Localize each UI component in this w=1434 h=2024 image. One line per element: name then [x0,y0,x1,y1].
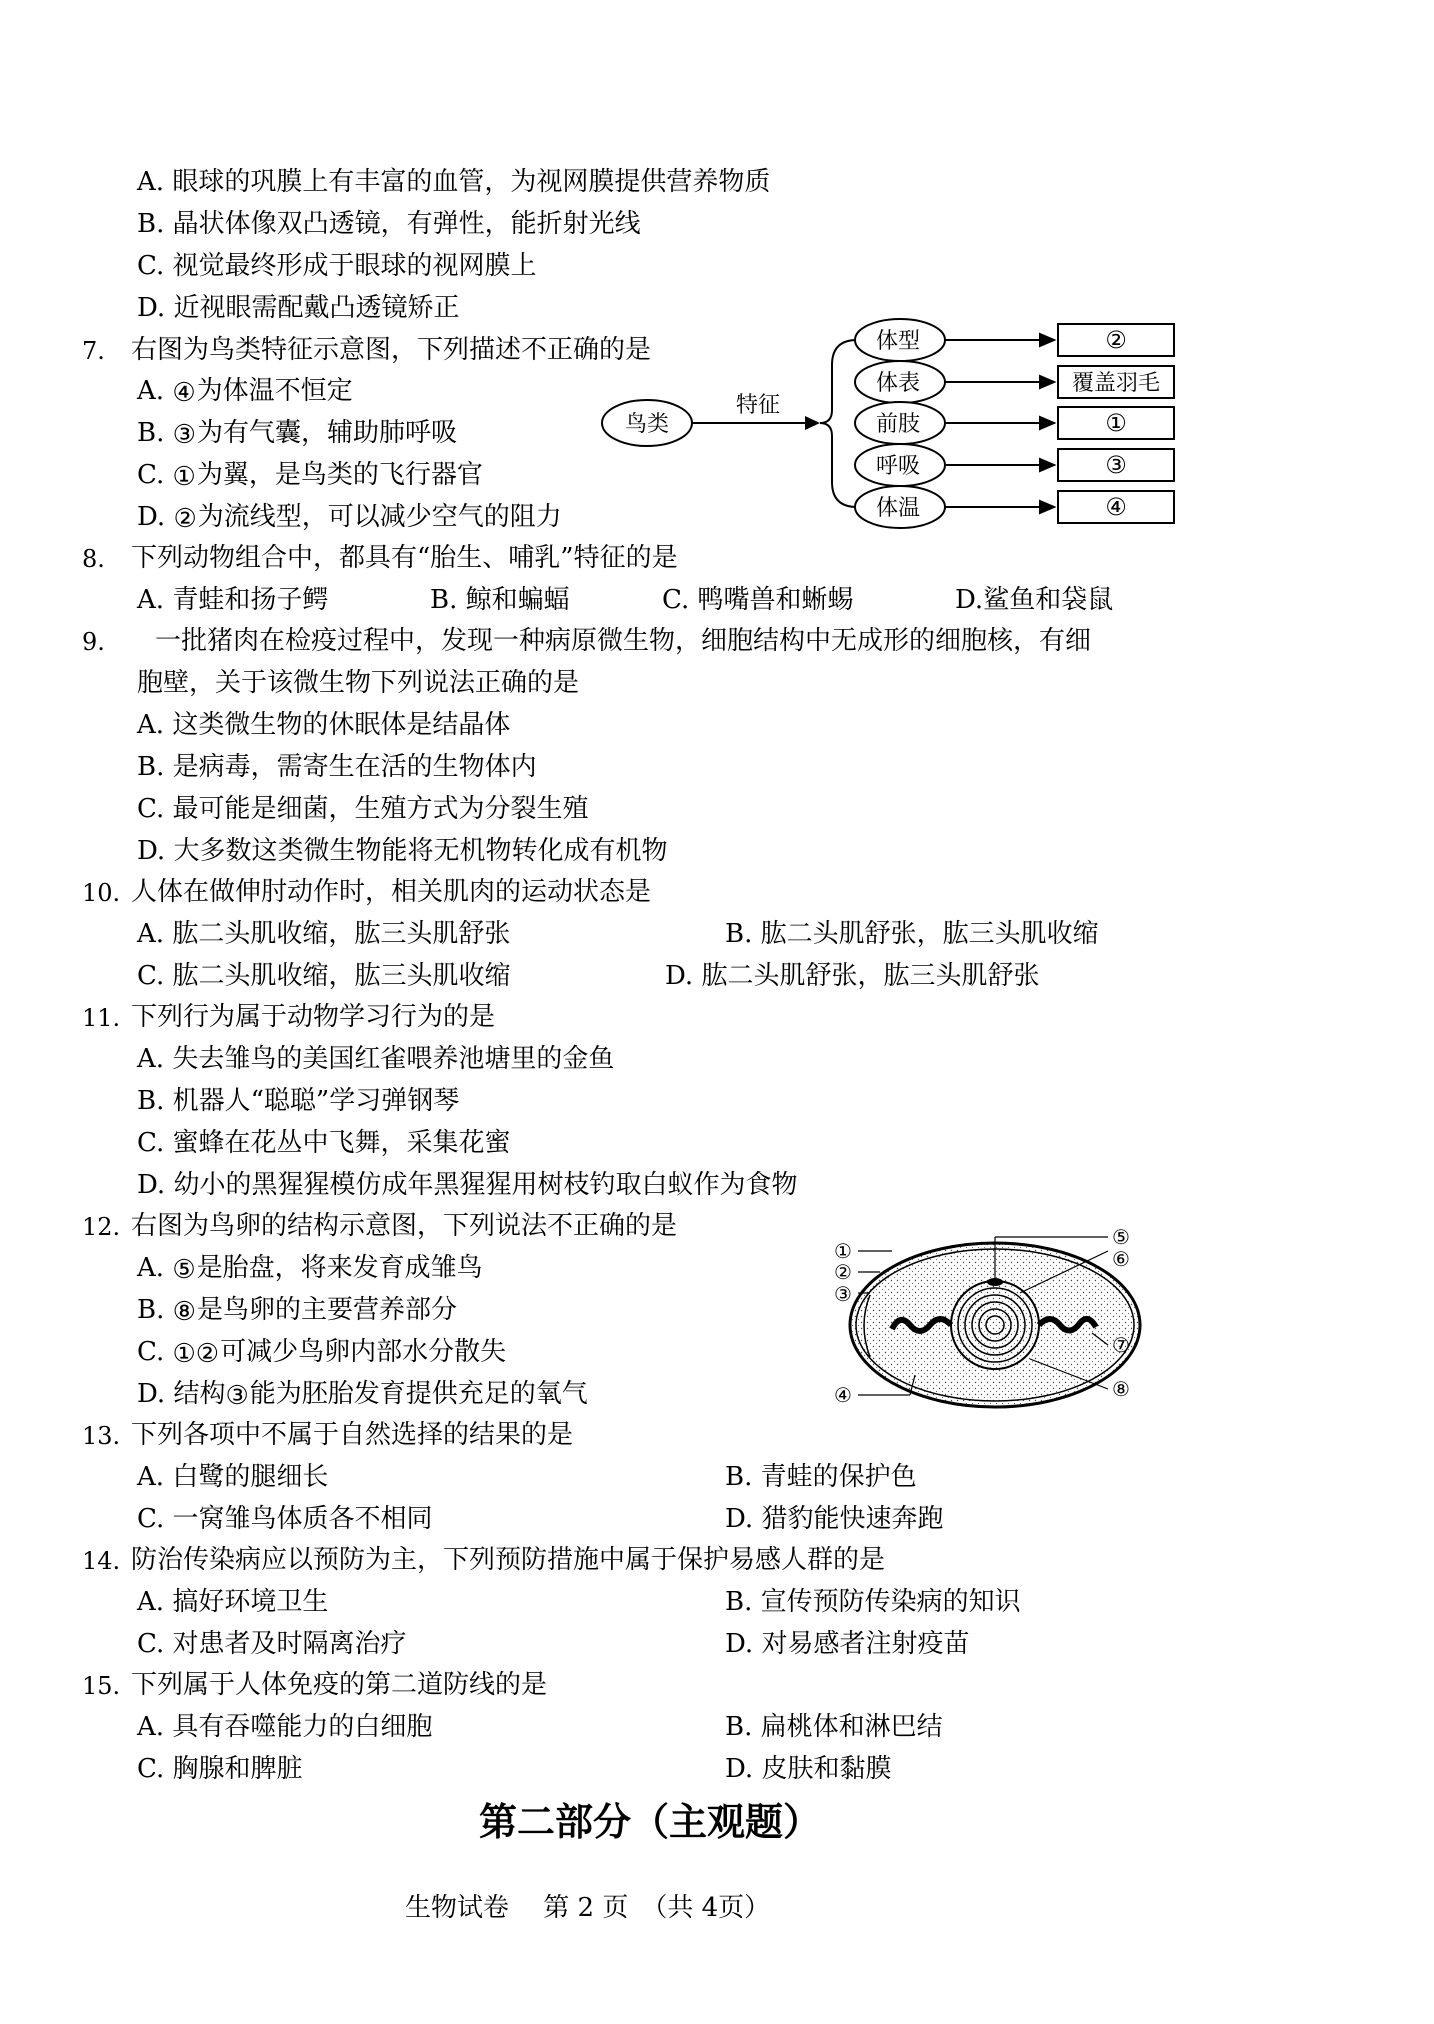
q15-option-d: D. 皮肤和黏膜 [725,1754,892,1784]
diagram-result-box [1058,366,1174,398]
q11-option-d: D. 幼小的黑猩猩模仿成年黑猩猩用树枝钓取白蚁作为食物 [137,1170,798,1200]
section-title: 第二部分（主观题） [478,1800,821,1844]
q12-stem: 右图为鸟卵的结构示意图，下列说法不正确的是 [131,1211,678,1241]
q8-option-b: B. 鲸和蝙蝠 [430,585,570,615]
egg-germinal-disc [987,1278,1003,1286]
bird-feature-diagram [600,310,1180,540]
q11-number: 11. [82,1004,121,1032]
q9-number: 9. [82,628,105,656]
q7-option-a: A. ④为体温不恒定 [137,376,353,408]
q14-number: 14. [82,1547,121,1575]
q13-option-a: A. 白鹭的腿细长 [137,1462,329,1492]
diagram-feature-label: 体表 [875,371,921,396]
diagram-feature-label: 体型 [875,329,921,354]
q13-stem: 下列各项中不属于自然选择的结果的是 [131,1420,574,1450]
q10-option-c: C. 肱二头肌收缩，肱三头肌收缩 [137,961,511,991]
q7-option-c: C. ①为翼，是鸟类的飞行器官 [137,460,483,492]
q8-number: 8. [82,545,105,573]
egg-label: ⑥ [1112,1247,1130,1271]
q6-option-d: D. 近视眼需配戴凸透镜矫正 [137,293,460,323]
page-footer: 生物试卷 第 2 页 （共 4页） [405,1893,771,1923]
q11-stem: 下列行为属于动物学习行为的是 [131,1002,496,1032]
egg-label: ⑧ [1112,1377,1130,1401]
q8-option-c: C. 鸭嘴兽和蜥蜴 [662,585,854,615]
q8-option-a: A. 青蛙和扬子鳄 [137,585,329,615]
circled-number: ③ [172,420,196,450]
q10-option-a: A. 肱二头肌收缩，肱三头肌舒张 [137,919,511,949]
diagram-feature-node [855,361,945,403]
circled-number: ① [172,462,196,492]
q12-number: 12. [82,1213,121,1241]
q6-option-c: C. 视觉最终形成于眼球的视网膜上 [137,251,537,281]
q13-option-c: C. 一窝雏鸟体质各不相同 [137,1504,433,1534]
q11-option-a: A. 失去雏鸟的美国红雀喂养池塘里的金鱼 [137,1044,615,1074]
diagram-feature-label: 呼吸 [875,454,921,479]
egg-label: ② [834,1260,852,1284]
q13-option-b: B. 青蛙的保护色 [725,1462,917,1492]
q12-option-c: C. ①②可减少鸟卵内部水分散失 [137,1337,507,1369]
q8-stem: 下列动物组合中，都具有“胎生、哺乳”特征的是 [131,543,678,573]
circled-number: ② [173,504,197,534]
circled-number: ①② [172,1339,220,1369]
egg-label: ③ [834,1282,852,1306]
q9-option-c: C. 最可能是细菌，生殖方式为分裂生殖 [137,794,589,824]
diagram-result-label: ③ [1105,451,1127,479]
diagram-result-box [1058,449,1174,481]
q7-option-d: D. ②为流线型，可以减少空气的阻力 [137,502,562,534]
diagram-result-box [1058,491,1174,523]
circled-number: ⑤ [172,1255,196,1285]
diagram-feature-node [855,486,945,528]
q11-option-b: B. 机器人“聪聪”学习弹钢琴 [137,1086,460,1116]
diagram-feature-node [855,402,945,444]
q11-option-c: C. 蜜蜂在花丛中飞舞，采集花蜜 [137,1128,511,1158]
diagram-feature-node [855,319,945,361]
diagram-brace [820,340,857,507]
diagram-arrows [945,334,1054,513]
q15-number: 15. [82,1672,121,1700]
diagram-result-label: ① [1105,409,1127,437]
diagram-result-label: ④ [1105,493,1127,521]
q9-option-b: B. 是病毒，需寄生在活的生物体内 [137,752,537,782]
q10-number: 10. [82,879,121,907]
diagram-result-box [1058,407,1174,439]
q13-option-d: D. 猎豹能快速奔跑 [725,1504,944,1534]
q12-option-b: B. ⑧是鸟卵的主要营养部分 [137,1295,457,1327]
diagram-edge-label: 特征 [735,393,781,418]
q10-option-d: D. 肱二头肌舒张，肱三头肌舒张 [665,961,1040,991]
q8-option-d: D.鲨鱼和袋鼠 [955,585,1114,615]
diagram-feature-label: 体温 [875,496,921,521]
diagram-root-label: 鸟类 [624,412,670,437]
q12-option-a: A. ⑤是胎盘，将来发育成雏鸟 [137,1253,483,1285]
q15-option-a: A. 具有吞噬能力的白细胞 [137,1712,433,1742]
q14-option-b: B. 宣传预防传染病的知识 [725,1587,1021,1617]
q15-option-b: B. 扁桃体和淋巴结 [725,1712,943,1742]
q7-stem: 右图为鸟类特征示意图，下列描述不正确的是 [131,335,652,365]
bird-egg-diagram [830,1225,1150,1415]
circled-number: ③ [225,1381,249,1411]
q9-stem-line2: 胞壁，关于该微生物下列说法正确的是 [137,668,580,698]
egg-label: ⑤ [1112,1225,1130,1249]
q15-option-c: C. 胸腺和脾脏 [137,1754,303,1784]
diagram-feature-node [855,444,945,486]
egg-label: ④ [834,1383,852,1407]
q10-stem: 人体在做伸肘动作时，相关肌肉的运动状态是 [131,877,652,907]
q6-option-a: A. 眼球的巩膜上有丰富的血管，为视网膜提供营养物质 [137,167,771,197]
q6-option-b: B. 晶状体像双凸透镜，有弹性，能折射光线 [137,209,641,239]
egg-label: ① [834,1239,852,1263]
q14-option-a: A. 搞好环境卫生 [137,1587,329,1617]
q13-number: 13. [82,1422,121,1450]
circled-number: ④ [172,378,196,408]
egg-label: ⑦ [1112,1333,1130,1357]
q9-option-d: D. 大多数这类微生物能将无机物转化成有机物 [137,836,668,866]
diagram-feature-label: 前肢 [875,412,921,437]
q15-stem: 下列属于人体免疫的第二道防线的是 [131,1670,548,1700]
q10-option-b: B. 肱二头肌舒张，肱三头肌收缩 [725,919,1099,949]
diagram-result-label: ② [1105,326,1127,354]
diagram-edge-arrow [805,416,820,430]
q7-option-b: B. ③为有气囊，辅助肺呼吸 [137,418,457,450]
q9-stem-line1: 一批猪肉在检疫过程中，发现一种病原微生物，细胞结构中无成形的细胞核，有细 [155,626,1092,656]
circled-number: ⑧ [172,1297,196,1327]
q7-number: 7. [82,337,105,365]
q9-option-a: A. 这类微生物的休眠体是结晶体 [137,710,511,740]
diagram-result-label: 覆盖羽毛 [1071,371,1161,396]
q14-option-c: C. 对患者及时隔离治疗 [137,1629,407,1659]
q12-option-d: D. 结构③能为胚胎发育提供充足的氧气 [137,1379,588,1411]
diagram-result-box [1058,324,1174,356]
q14-stem: 防治传染病应以预防为主，下列预防措施中属于保护易感人群的是 [131,1545,886,1575]
q14-option-d: D. 对易感者注射疫苗 [725,1629,970,1659]
